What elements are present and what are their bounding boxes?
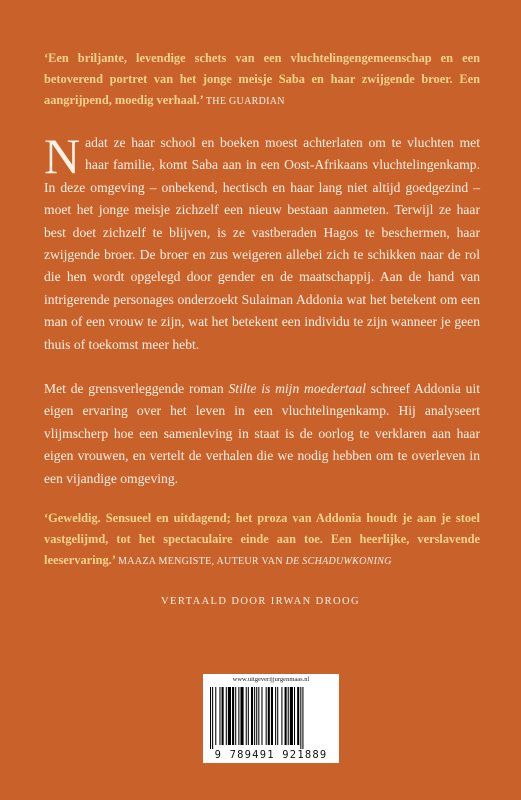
summary-paragraph-2-lead: Met de grensverleggende roman	[44, 381, 229, 397]
barcode-bar	[302, 687, 303, 749]
barcode-bar	[251, 687, 253, 745]
barcode-bar	[215, 687, 216, 745]
barcode-bar	[258, 687, 259, 745]
summary-paragraph-1	[44, 128, 480, 356]
barcode-bar	[246, 687, 247, 745]
summary-paragraph-1-text: adat ze haar school en boeken moest achterlaten om te vluchten met haar familie, komt Saba aan in een Oost-Afrikaans vluchtelingenkamp. In deze omgeving – onbekend, hectisch en haar lang niet altijd goedgezind – moet het jonge meisje zichzelf een nieuw bestaan aanmeten. Terwijl ze haar best doet zichzelf te blijven, is ze vastberaden Hagos te beschermen, haar zwijgende broer. De broer en zus weigeren allebei zich te schikken naar de rol die hen wordt opgelegd door gender en de maatschappij. Aan de hand van intrigerende personages onderzoekt Sulaiman Addonia wat het betekent om een man of een vrouw te zijn, wat het betekent een individu te zijn wanneer je geen thuis of toekomst meer hebt.	[44, 135, 480, 352]
quote-top-text: ‘Een briljante, levendige schets van een vluchtelingengemeenschap en een betoverend portret van het jonge meisje Saba en haar zwijgende broer. Een aangrijpend, moedig verhaal.’	[44, 51, 480, 107]
barcode-bar	[238, 687, 239, 745]
barcode-bar	[294, 687, 295, 745]
review-quote-top	[44, 48, 480, 112]
barcode-bar	[300, 687, 301, 749]
barcode-bar	[256, 687, 257, 745]
barcode-bar	[297, 687, 299, 745]
barcode-bar	[254, 687, 255, 745]
quote-top-source: THE GUARDIAN	[205, 96, 285, 107]
barcode-bar	[226, 687, 227, 745]
barcode-bar	[271, 687, 273, 745]
barcode-bar	[275, 687, 276, 745]
barcode-bar	[288, 687, 289, 745]
barcode-bar	[219, 687, 220, 745]
publisher-url: www.uitgeverijjurgenmaas.nl	[232, 676, 310, 683]
barcode-bar	[285, 687, 287, 745]
barcode-bar	[277, 687, 278, 745]
isbn-barcode	[203, 674, 339, 763]
barcode-bar	[248, 687, 249, 745]
drop-cap: N	[44, 128, 81, 184]
review-quote-bottom	[44, 508, 480, 572]
barcode-bar	[235, 687, 236, 745]
barcode-bar	[240, 687, 243, 745]
quote-bottom-author: MAAZA MENGISTE, AUTEUR VAN	[118, 556, 286, 567]
barcode-bar	[281, 687, 282, 745]
barcode-bar	[228, 687, 231, 745]
summary-paragraph-2-rest: schreef Addonia uit eigen ervaring over het leven in een vluchtelingenkamp. Hij analyseert vlijmscherp hoe een samenleving in staat is de oorlog te verklaren aan haar eigen vrouwen, en vertelt de verhalen die we nodig hebben om te overleven in een vijandige omgeving.	[44, 381, 480, 486]
quote-bottom-text: ‘Geweldig. Sensueel en uitdagend; het proza van Addonia houdt je aan je stoel vastgelijmd, tot het spectaculaire einde aan toe. Een heerlijke, verslavende leeservaring.’	[44, 511, 480, 567]
book-summary	[44, 128, 480, 490]
barcode-bar	[261, 687, 262, 745]
barcode-bar	[268, 687, 270, 745]
barcode-bar	[210, 687, 211, 749]
barcode-bar	[222, 687, 224, 745]
barcode-bar	[266, 687, 267, 745]
barcode-bar	[290, 687, 293, 745]
book-title-inline: Stilte is mijn moedertaal	[228, 381, 366, 397]
summary-paragraph-2	[44, 378, 480, 490]
quote-bottom-book: DE SCHADUWKONING	[285, 556, 392, 567]
barcode-bars	[208, 687, 334, 749]
isbn-number: 9 789491 921889	[214, 749, 328, 761]
barcode-bar	[232, 687, 234, 745]
quote-bottom-source	[118, 556, 392, 567]
translator-credit: VERTAALD DOOR IRWAN DROOG	[161, 596, 360, 607]
barcode-bar	[212, 687, 213, 749]
